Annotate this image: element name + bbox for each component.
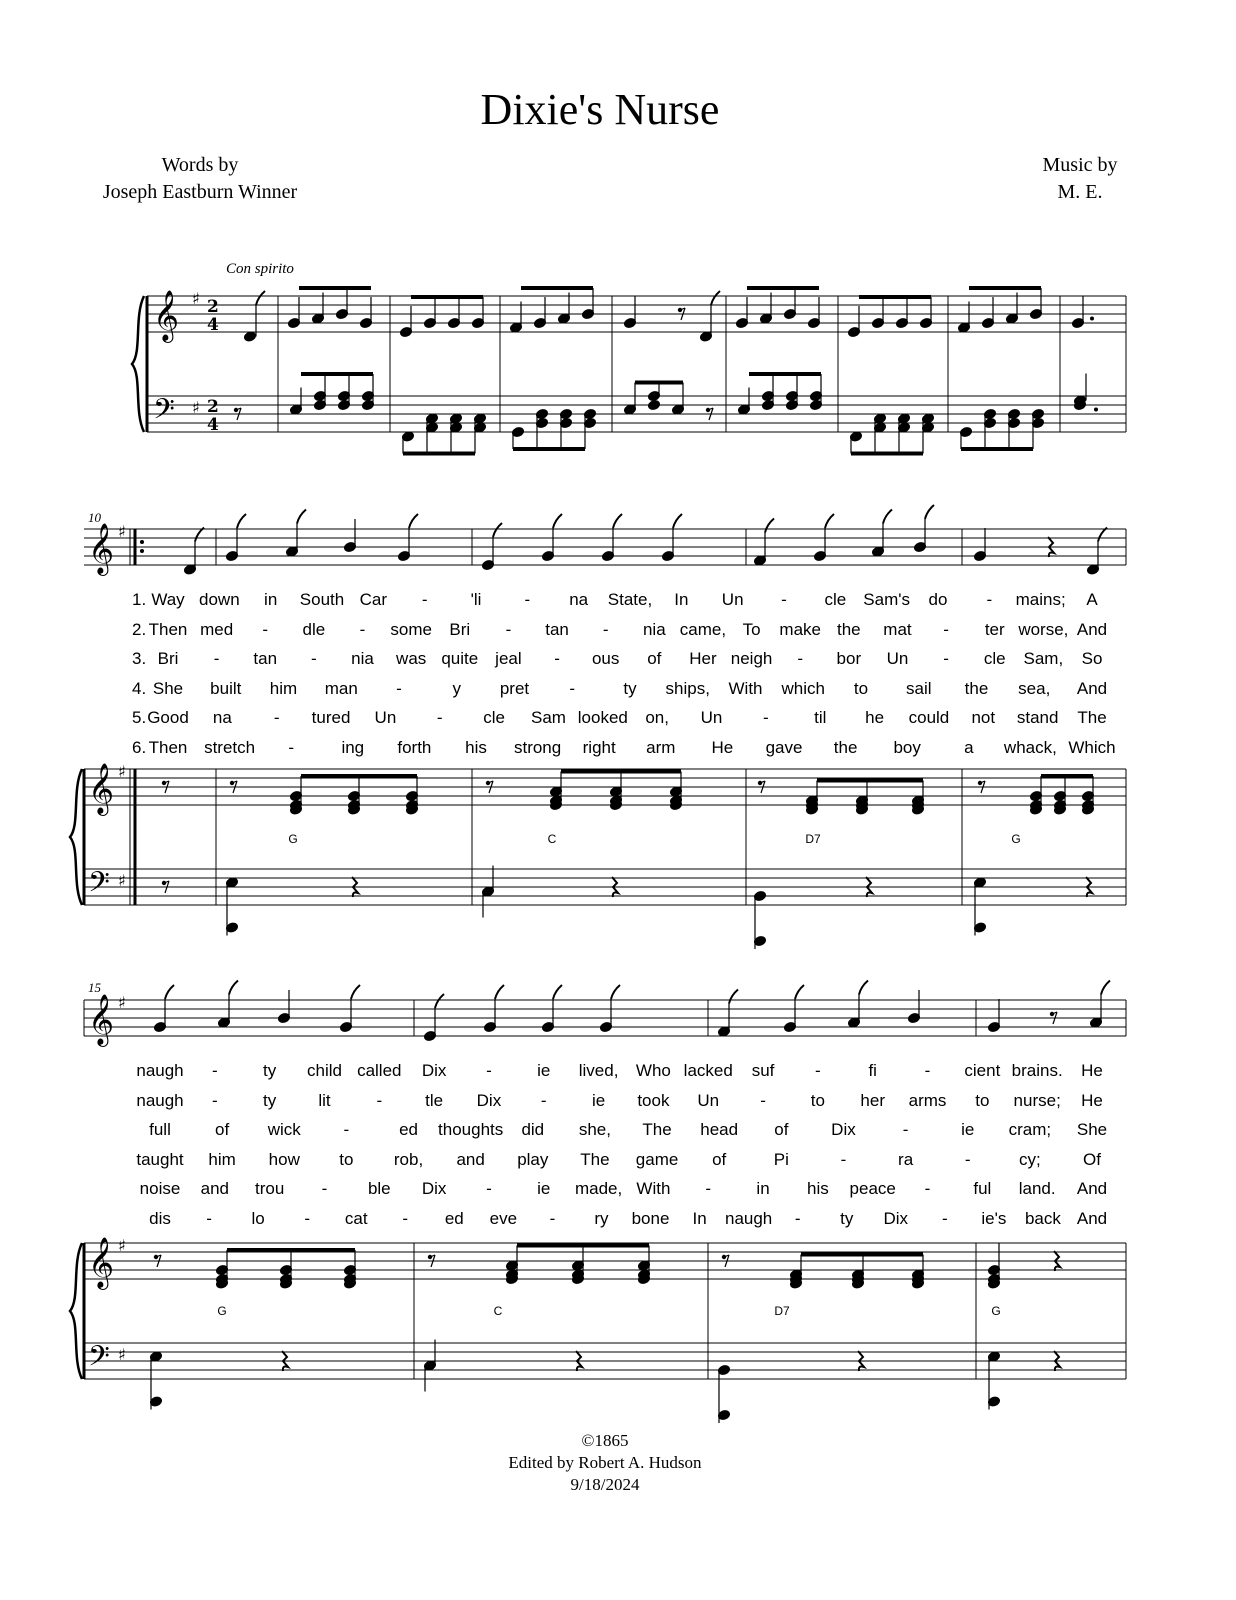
lyric-syllable: took: [637, 1090, 670, 1110]
chord-symbol: D7: [774, 1304, 790, 1318]
lyric-syllable: some: [390, 619, 432, 639]
sharp-icon: ♯: [118, 1345, 126, 1364]
lyric-syllable: -: [376, 1090, 383, 1110]
brace: [70, 769, 82, 905]
lyric-syllable: the: [833, 737, 858, 757]
lyric-syllable: ful: [973, 1179, 992, 1198]
treble-clef-icon: 𝄞: [88, 523, 115, 574]
time-signature-bottom: 4: [207, 415, 219, 435]
lyric-syllable: nia: [642, 619, 666, 639]
lyric-syllable: mat: [883, 619, 912, 639]
lyric-syllable: built: [210, 678, 242, 698]
brace: [132, 296, 144, 432]
lyric-syllable: dle: [302, 619, 326, 639]
lyric-syllable: did: [521, 1120, 545, 1139]
lyric-syllable: -: [343, 1120, 350, 1139]
sharp-icon: ♯: [192, 289, 200, 308]
song-title: Dixie's Nurse: [480, 85, 720, 134]
lyric-syllable: nia: [351, 649, 374, 668]
lyric-syllable: on,: [645, 708, 669, 727]
lyric-syllable: And: [1076, 678, 1108, 698]
lyric-syllable: lacked: [683, 1061, 733, 1080]
lyric-syllable: not: [971, 708, 996, 727]
chord-symbol: G: [991, 1304, 1001, 1318]
treble-clef-icon: 𝄞: [88, 994, 115, 1045]
lyric-syllable: So: [1081, 649, 1103, 668]
lyric-syllable: a: [964, 737, 974, 757]
lyric-syllable: back: [1024, 1208, 1061, 1228]
lyric-syllable: Which: [1068, 737, 1116, 757]
lyric-syllable: And: [1076, 619, 1108, 639]
lyric-syllable: Good: [147, 708, 189, 727]
lyric-syllable: ty: [263, 1061, 277, 1080]
note-flag: [859, 981, 868, 995]
note-flag: [613, 514, 622, 528]
lyric-syllable: taught: [136, 1149, 184, 1169]
treble-clef-icon: 𝄞: [88, 763, 115, 814]
note-flag: [729, 990, 738, 1004]
lyric-syllable: -: [540, 1090, 547, 1110]
lyric-syllable: ships,: [665, 678, 710, 698]
lyric-syllable: til: [814, 708, 827, 727]
lyric-syllable: peace: [849, 1179, 896, 1198]
lyric-syllable: She: [1076, 1120, 1108, 1139]
lyric-syllable: -: [781, 590, 787, 609]
lyric-syllable: Bri: [157, 649, 179, 668]
lyric-syllable: -: [524, 590, 531, 609]
lyric-syllable: pret: [499, 678, 530, 698]
lyric-syllable: how: [268, 1149, 300, 1169]
lyric-syllable: He: [1081, 1090, 1103, 1110]
lyric-syllable: made,: [574, 1179, 623, 1198]
lyric-syllable: With: [728, 678, 763, 698]
note-flag: [825, 514, 834, 528]
lyric-syllable: na: [569, 590, 589, 609]
lyric-syllable: bone: [631, 1208, 670, 1228]
sharp-icon: ♯: [118, 762, 126, 781]
lyric-syllable: -: [941, 1208, 948, 1228]
lyric-syllable: cle: [824, 590, 847, 609]
note-flag: [1101, 981, 1110, 995]
verse-number: 5.: [132, 708, 147, 727]
lyric-syllable: A: [1086, 590, 1098, 609]
lyric-syllable: ie: [961, 1120, 975, 1139]
lyric-syllable: dis: [149, 1208, 171, 1228]
lyric-syllable: -: [304, 1208, 310, 1228]
lyric-syllable: ty: [263, 1090, 277, 1110]
lyric-syllable: The: [642, 1120, 672, 1139]
lyric-syllable: 'li: [470, 590, 482, 609]
lyric-syllable: -: [705, 1179, 712, 1198]
lyric-syllable: she,: [578, 1120, 611, 1139]
chord-symbol: C: [547, 832, 557, 846]
dot: [1094, 408, 1098, 412]
lyric-syllable: Way: [151, 590, 185, 609]
lyric-syllable: -: [569, 678, 576, 698]
lyric-syllable: bor: [836, 649, 862, 668]
lyric-syllable: of: [712, 1149, 727, 1169]
lyric-syllable: quite: [441, 649, 479, 668]
lyric-syllable: naugh: [136, 1061, 184, 1080]
lyric-syllable: ed: [444, 1208, 464, 1228]
lyric-syllable: tan: [545, 619, 569, 639]
treble-clef-icon: 𝄞: [88, 1237, 115, 1288]
lyric-syllable: -: [902, 1120, 909, 1139]
lyric-syllable: fi: [868, 1061, 877, 1080]
lyric-syllable: lit: [318, 1090, 331, 1110]
lyric-syllable: child: [306, 1061, 342, 1080]
note-flag: [256, 291, 265, 305]
lyric-syllable: -: [436, 708, 443, 727]
lyric-syllable: cat: [344, 1208, 368, 1228]
lyric-syllable: Sam's: [863, 590, 911, 609]
lyric-syllable: Sam,: [1023, 649, 1064, 668]
lyric-syllable: -: [486, 1179, 492, 1198]
lyric-syllable: tle: [425, 1090, 444, 1110]
page-footer: [0, 1430, 1210, 1496]
notehead: [243, 331, 256, 342]
lyric-syllable: sail: [905, 678, 932, 698]
lyric-syllable: naugh: [724, 1208, 773, 1228]
lyric-syllable: called: [357, 1061, 402, 1080]
lyric-syllable: ty: [840, 1208, 854, 1228]
lyric-syllable: trou: [254, 1179, 285, 1198]
lyric-syllable: the: [964, 678, 989, 698]
lyric-syllable: ing: [341, 737, 365, 757]
lyric-syllable: Car: [359, 590, 388, 609]
note-flag: [611, 985, 620, 999]
lyric-syllable: of: [774, 1120, 789, 1139]
lyric-syllable: -: [794, 1208, 801, 1228]
music-credit-label: Music by: [1042, 154, 1118, 176]
lyric-syllable: man: [324, 678, 358, 698]
lyric-syllable: -: [505, 619, 512, 639]
lyric-syllable: Bri: [449, 619, 471, 639]
chord-symbol: G: [217, 1304, 227, 1318]
verse-number: 6.: [132, 737, 147, 757]
lyric-syllable: Dix: [831, 1120, 856, 1139]
lyric-syllable: South: [299, 590, 345, 609]
lyric-syllable: -: [396, 678, 402, 698]
lyric-syllable: the: [837, 619, 861, 639]
lyric-syllable: full: [149, 1120, 171, 1139]
lyric-syllable: The: [1077, 708, 1107, 727]
lyric-syllable: med: [200, 619, 234, 639]
lyric-syllable: -: [924, 1061, 931, 1080]
lyric-syllable: her: [860, 1090, 885, 1110]
lyric-syllable: -: [943, 619, 949, 639]
note-flag: [237, 514, 246, 528]
editor-credit: Edited by Robert A. Hudson: [508, 1453, 702, 1472]
lyric-syllable: to: [975, 1090, 990, 1110]
lyric-syllable: lo: [251, 1208, 265, 1228]
brace: [70, 1243, 82, 1379]
lyric-syllable: to: [853, 678, 869, 698]
lyric-syllable: of: [647, 649, 662, 668]
chord-symbol: G: [1011, 832, 1021, 846]
lyric-syllable: forth: [397, 737, 432, 757]
lyric-syllable: Un: [697, 1090, 720, 1110]
lyric-syllable: -: [262, 619, 269, 639]
lyric-syllable: ie: [591, 1090, 606, 1110]
lyric-syllable: She: [152, 678, 184, 698]
lyric-syllable: tan: [253, 649, 278, 668]
lyric-syllable: sea,: [1018, 678, 1051, 698]
lyric-syllable: ous: [591, 649, 620, 668]
lyric-syllable: wick: [267, 1120, 301, 1139]
lyric-syllable: In: [692, 1208, 707, 1228]
measure-number-system2: 10: [88, 510, 101, 525]
clefs-and-signatures: [70, 289, 219, 1380]
lyric-syllable: ry: [594, 1208, 609, 1228]
sharp-icon: ♯: [118, 1236, 126, 1255]
verse-number: 3.: [132, 649, 147, 668]
lyric-syllable: stand: [1016, 708, 1059, 727]
lyric-syllable: which: [781, 678, 825, 698]
note-flag: [297, 510, 306, 524]
lyric-syllable: To: [742, 619, 761, 639]
note-flag: [229, 981, 238, 995]
verse-number: 4.: [132, 678, 147, 698]
note-flag: [795, 985, 804, 999]
lyric-syllable: Pi: [773, 1149, 789, 1169]
lyric-syllable: cient: [964, 1061, 1001, 1080]
lyric-syllable: head: [700, 1120, 739, 1139]
verse-number: 1.: [132, 590, 147, 609]
lyric-syllable: do: [928, 590, 948, 609]
lyric-syllable: na: [212, 708, 232, 727]
lyric-syllable: -: [486, 1061, 492, 1080]
note-flag: [711, 291, 720, 305]
lyric-syllable: -: [763, 708, 769, 727]
lyricist-name: Joseph Eastburn Winner: [102, 181, 298, 203]
lyric-syllable: suf: [751, 1061, 775, 1080]
lyric-syllable: make: [779, 619, 821, 639]
notehead: [647, 399, 660, 410]
lyric-syllable: came,: [679, 619, 727, 639]
lyric-syllable: Dix: [476, 1090, 502, 1110]
lyric-syllable: game: [635, 1149, 679, 1169]
lyric-syllable: -: [964, 1149, 971, 1169]
lyric-syllable: cram;: [1008, 1120, 1052, 1139]
sharp-icon: ♯: [118, 522, 126, 541]
lyric-syllable: In: [674, 590, 689, 609]
lyric-syllable: rob,: [393, 1149, 424, 1169]
notes: [140, 288, 1110, 1423]
note-flag: [495, 985, 504, 999]
lyric-syllable: cle: [983, 649, 1006, 668]
lyric-syllable: boy: [893, 737, 921, 757]
words-credit-label: Words by: [161, 154, 239, 176]
lyric-syllable: -: [924, 1179, 931, 1198]
lyric-syllable: -: [402, 1208, 409, 1228]
note-flag: [765, 519, 774, 533]
lyric-syllable: ter: [984, 619, 1005, 639]
lyric-syllable: Dix: [421, 1061, 447, 1080]
lyric-syllable: neigh: [730, 649, 773, 668]
lyric-syllable: And: [1076, 1179, 1108, 1198]
lyric-syllable: his: [807, 1179, 829, 1198]
lyric-syllable: -: [760, 1090, 766, 1110]
note-flag: [553, 514, 562, 528]
measure-number-system3: 15: [88, 980, 101, 995]
lyric-syllable: arm: [646, 737, 676, 757]
bass-clef-icon: 𝄢: [88, 1340, 110, 1380]
lyric-syllable: Sam: [530, 708, 566, 727]
sharp-icon: ♯: [118, 871, 126, 890]
lyric-syllable: mains;: [1015, 590, 1066, 609]
time-signature-top: 2: [207, 397, 219, 417]
lyric-syllable: -: [986, 590, 993, 609]
note-flag: [553, 985, 562, 999]
lyric-syllable: brains.: [1011, 1061, 1063, 1080]
lyric-syllable: he: [865, 708, 885, 727]
lyric-syllable: -: [359, 619, 366, 639]
note-flag: [673, 514, 682, 528]
lyric-syllable: jeal: [495, 649, 522, 668]
lyric-syllable: ed: [399, 1120, 418, 1139]
lyric-syllable: -: [815, 1061, 821, 1080]
lyric-syllable: -: [211, 1061, 218, 1080]
lyric-syllable: tured: [311, 708, 351, 727]
lyric-syllable: ie's: [981, 1208, 1007, 1228]
lyric-syllable: -: [421, 590, 428, 609]
lyric-syllable: Who: [635, 1061, 671, 1080]
note-flag: [165, 985, 174, 999]
treble-clef-icon: 𝄞: [153, 290, 180, 341]
sharp-icon: ♯: [192, 398, 200, 417]
lyric-syllable: noise: [139, 1179, 181, 1198]
lyric-syllable: He: [711, 737, 734, 757]
lyric-syllable: Dix: [421, 1179, 447, 1198]
lyric-syllable: thoughts: [438, 1120, 504, 1139]
repeat-dot: [140, 549, 144, 553]
lyric-syllable: nurse;: [1013, 1090, 1061, 1110]
lyric-syllable: ty: [623, 678, 637, 698]
lyric-syllable: gave: [765, 737, 803, 757]
tempo-marking: Con spirito: [226, 261, 294, 277]
lyric-syllable: -: [288, 737, 295, 757]
bass-clef-icon: 𝄢: [153, 393, 175, 433]
lyric-syllable: land.: [1018, 1179, 1056, 1198]
lyric-syllable: of: [215, 1120, 230, 1139]
lyric-syllable: cle: [483, 708, 505, 727]
lyric-syllable: was: [396, 649, 427, 668]
lyric-syllable: y: [452, 678, 461, 698]
lyric-syllable: -: [840, 1149, 847, 1169]
lyric-syllable: in: [264, 590, 278, 609]
lyric-syllable: worse,: [1018, 619, 1069, 639]
time-signature-top: 2: [207, 297, 219, 317]
lyric-syllable: -: [943, 649, 949, 668]
note-flag: [925, 505, 934, 519]
lyric-syllable: whack,: [1003, 737, 1057, 757]
lyric-syllable: him: [269, 678, 298, 698]
lyric-syllable: -: [549, 1208, 556, 1228]
lyric-syllable: -: [602, 619, 609, 639]
lyric-syllable: Her: [689, 649, 717, 668]
sharp-icon: ♯: [118, 993, 126, 1012]
lyric-syllable: arms: [908, 1090, 947, 1110]
repeat-dot: [140, 540, 144, 544]
note-flag: [493, 523, 502, 537]
lyric-syllable: to: [339, 1149, 354, 1169]
lyric-syllable: naugh: [136, 1090, 184, 1110]
lyric-syllable: and: [456, 1149, 485, 1169]
lyric-syllable: ble: [367, 1179, 391, 1198]
lyric-syllable: -: [206, 1208, 212, 1228]
lyric-syllable: Un: [374, 708, 397, 727]
lyric-syllable: -: [321, 1179, 328, 1198]
lyric-syllable: And: [1076, 1208, 1108, 1228]
lyric-syllable: ie: [537, 1061, 551, 1080]
lyric-syllable: Then: [148, 737, 188, 757]
lyric-syllable: -: [213, 649, 220, 668]
lyric-syllable: ie: [537, 1179, 551, 1198]
lyric-syllable: play: [517, 1149, 549, 1169]
lyric-syllable: could: [908, 708, 950, 727]
note-flag: [409, 514, 418, 528]
lyric-syllable: -: [797, 649, 804, 668]
lyric-syllable: his: [465, 737, 487, 757]
note-flag: [351, 985, 360, 999]
lyric-syllable: -: [311, 649, 317, 668]
lyric-syllable: Dix: [883, 1208, 909, 1228]
note-flag: [195, 528, 204, 542]
chord-symbol: C: [493, 1304, 503, 1318]
lyric-syllable: -: [273, 708, 280, 727]
lyric-syllable: The: [580, 1149, 610, 1169]
note-flag: [435, 994, 444, 1008]
lyric-syllable: -: [211, 1090, 218, 1110]
lyric-syllable: strong: [513, 737, 562, 757]
lyric-syllable: -: [554, 649, 560, 668]
lyric-syllable: right: [582, 737, 616, 757]
lyric-syllable: Then: [148, 619, 188, 639]
edit-date: 9/18/2024: [570, 1475, 640, 1494]
time-signature-bottom: 4: [207, 315, 219, 335]
copyright-year: ©1865: [581, 1431, 629, 1450]
lyric-syllable: Un: [721, 590, 744, 609]
lyric-syllable: With: [636, 1179, 671, 1198]
lyric-syllable: Of: [1083, 1149, 1101, 1169]
lyric-syllable: stretch: [204, 737, 256, 757]
note-flag: [883, 510, 892, 524]
lyric-syllable: Un: [886, 649, 909, 668]
lyric-syllable: him: [208, 1149, 236, 1169]
lyric-syllable: He: [1081, 1061, 1103, 1080]
dot: [1090, 317, 1094, 321]
lyric-syllable: in: [756, 1179, 770, 1198]
lyric-syllable: to: [810, 1090, 825, 1110]
composer-name: M. E.: [1057, 181, 1103, 203]
lyric-syllable: cy;: [1018, 1149, 1041, 1169]
bass-clef-icon: 𝄢: [88, 866, 110, 906]
verse-number: 2.: [132, 619, 147, 639]
chord-symbol: G: [288, 832, 298, 846]
note-flag: [1098, 528, 1107, 542]
lyric-syllable: eve: [489, 1208, 518, 1228]
lyric-syllable: looked: [577, 708, 628, 727]
lyric-syllable: and: [200, 1179, 229, 1198]
lyric-syllable: ra: [898, 1149, 914, 1169]
chord-symbol: D7: [805, 832, 821, 846]
lyric-syllable: down: [199, 590, 240, 609]
lyric-syllable: Un: [700, 708, 723, 727]
lyric-syllable: State,: [607, 590, 653, 609]
lyric-syllable: lived,: [578, 1061, 619, 1080]
